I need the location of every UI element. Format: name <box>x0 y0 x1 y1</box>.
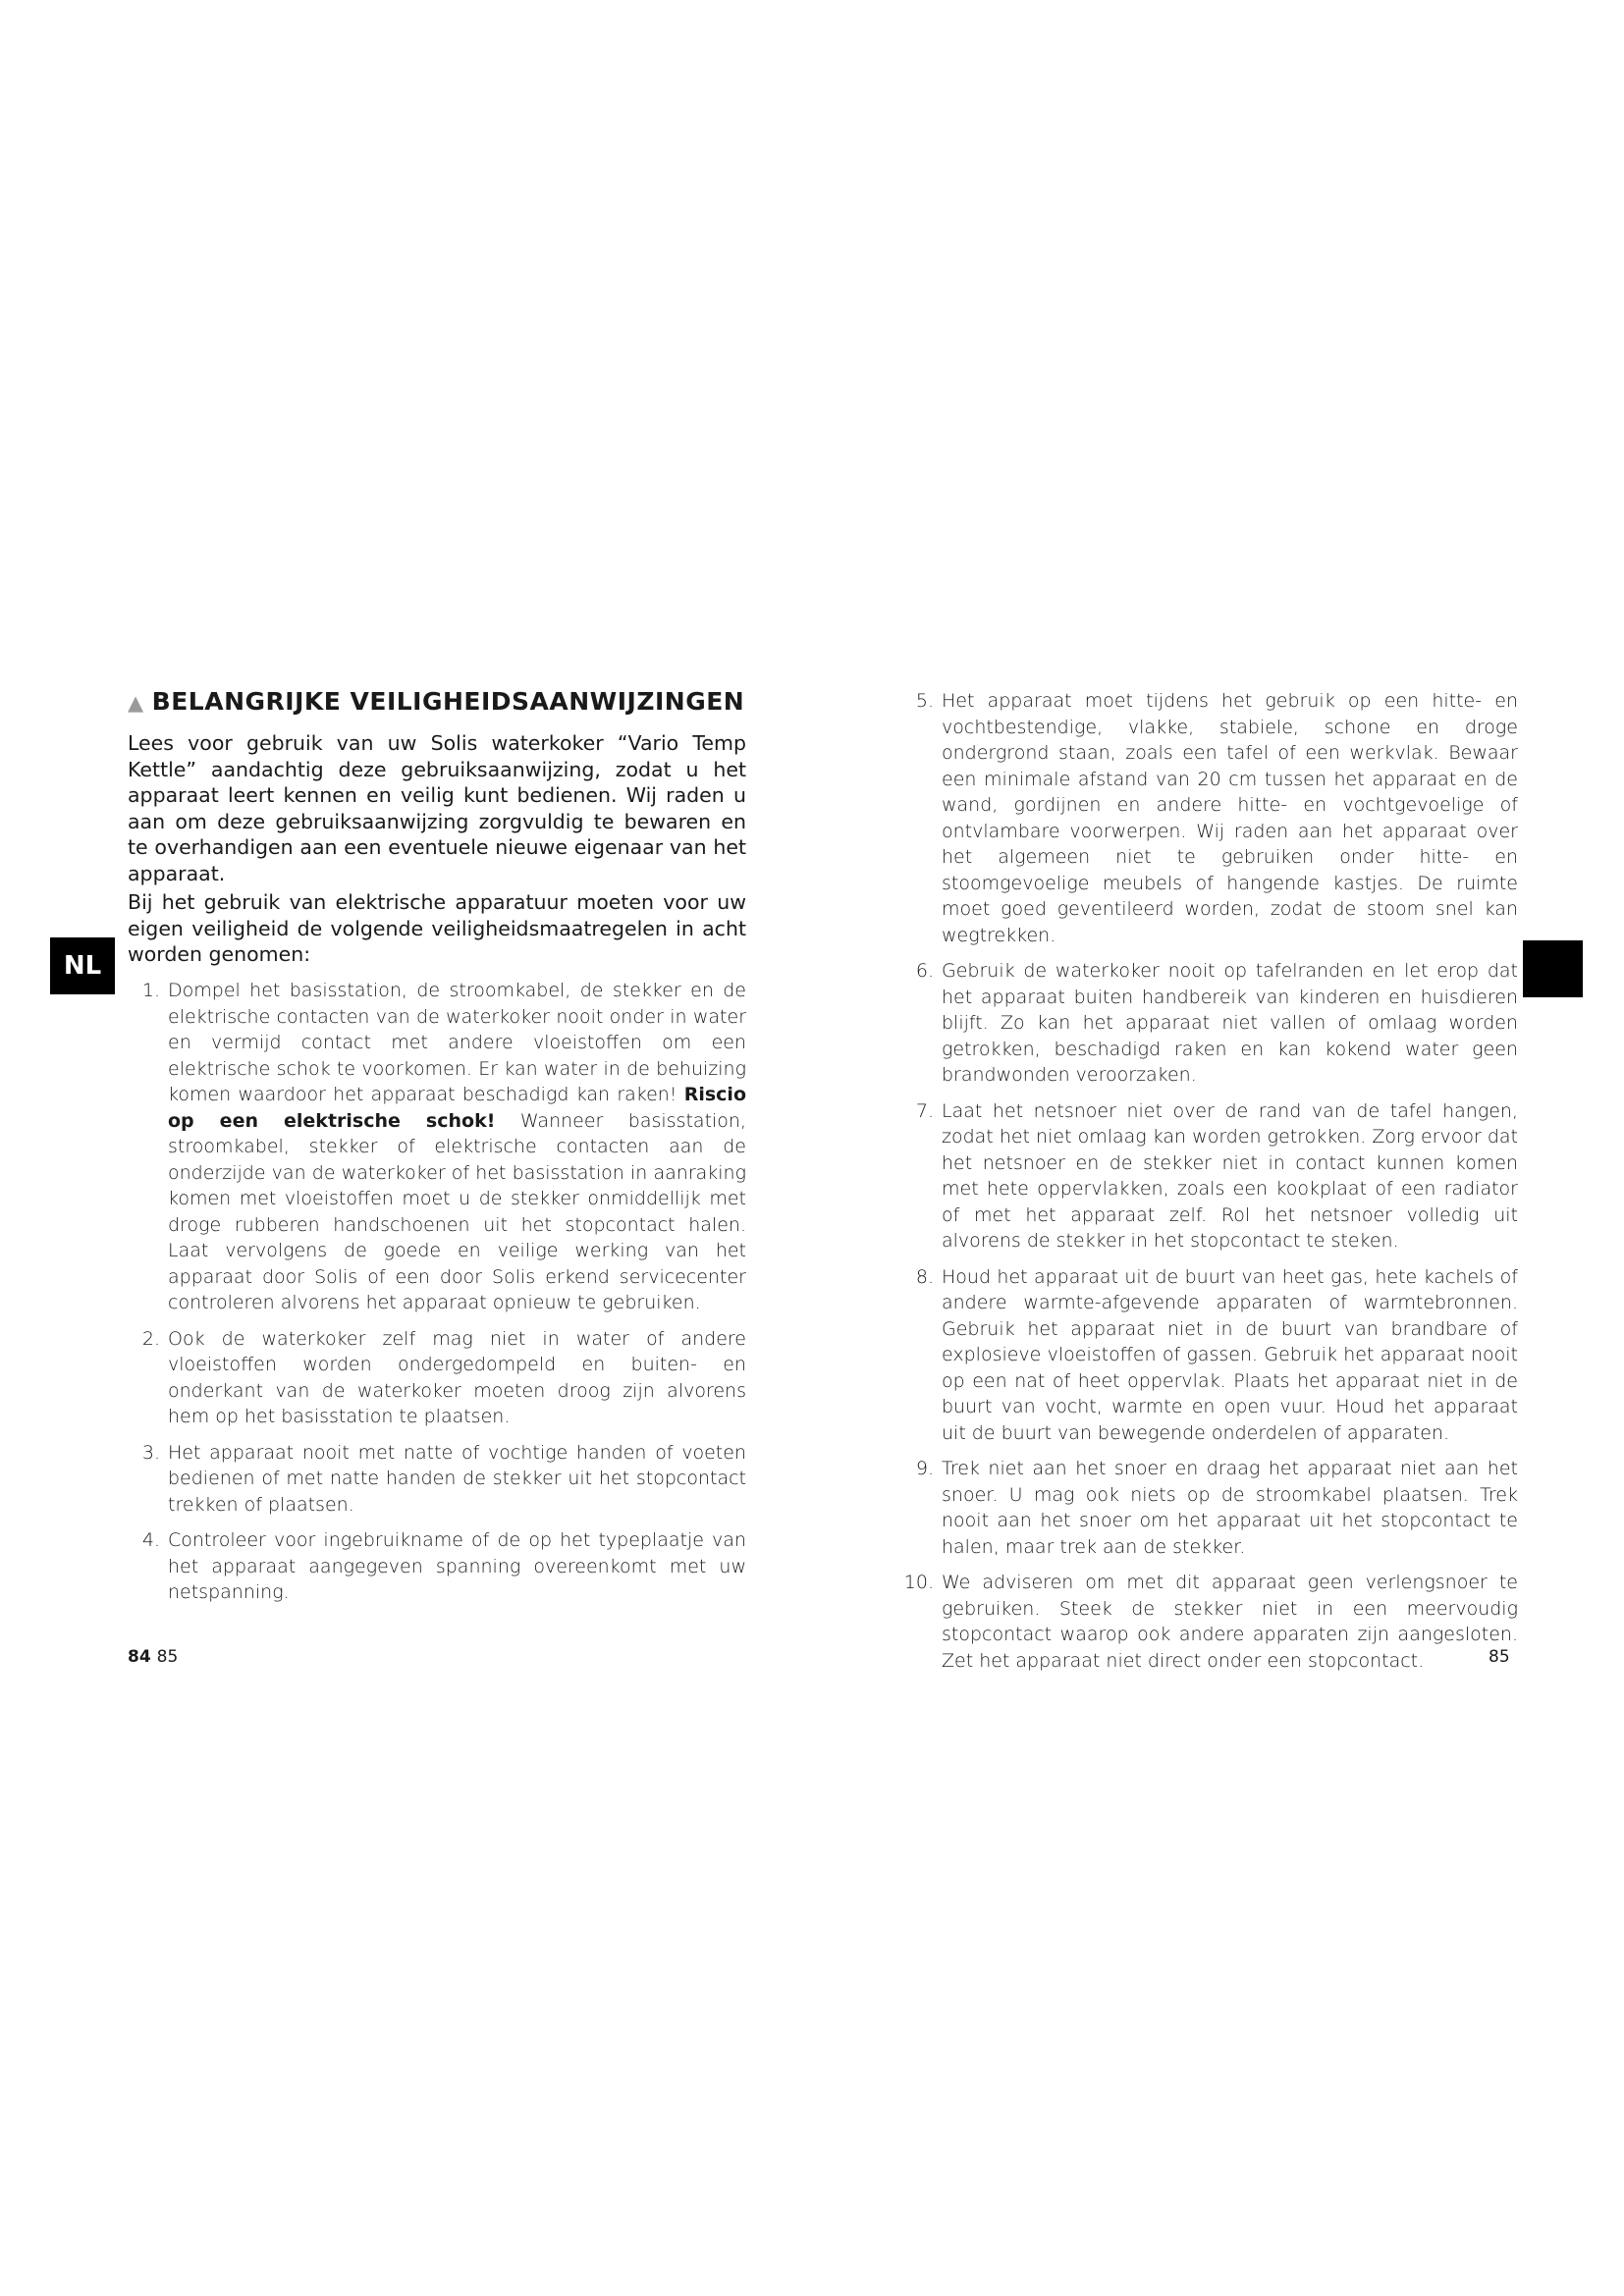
item-number: 2. <box>141 1327 160 1350</box>
item-number: 10. <box>903 1572 934 1593</box>
intro-paragraph: Lees voor gebruik van uw Solis waterkoker “Vario Temp Kettle” aandachtig deze gebruiksaanwijzing, zodat u het apparaat leert kennen en veilig kunt bedienen. Wij raden u aan om deze gebruiksaanwijzing zorgvuldig te bewaren en te overhandigen aan een eventuele nieuwe eigenaar van het apparaat. <box>128 731 746 885</box>
warning-triangle-icon: ▲ <box>128 691 144 715</box>
list-item <box>901 958 1518 1089</box>
item-text: Dompel het basisstation, de stroomkabel, de stekker en de elektrische contacten van de waterkoker nooit onder in water en vermijd contact met andere vloeistoffen om een elektrische schok te voorkomen. Er kan water in de behuizing komen waardoor het apparaat beschadigd kan raken! <box>168 980 746 1105</box>
item-number: 4. <box>141 1529 160 1551</box>
list-item <box>128 978 746 1316</box>
item-text: Het apparaat nooit met natte of vochtige handen of voeten bedienen of met natte handen de stekker uit het stopcontact trekken of plaatsen. <box>168 1441 746 1516</box>
item-number: 7. <box>915 1099 934 1122</box>
intro-precautions: Bij het gebruik van elektrische apparatuur moeten voor uw eigen veiligheid de volgende veiligheidsmaatregelen in acht worden genomen: <box>128 890 746 966</box>
shock-warning: Riscio op een elektrische schok! <box>168 1084 746 1132</box>
language-tab-nl: NL <box>50 937 115 994</box>
page-number-left <box>128 1647 178 1667</box>
thumb-tab <box>1523 940 1583 997</box>
item-number: 3. <box>141 1441 160 1464</box>
item-text: We adviseren om met dit apparaat geen verlengsnoer te gebruiken. Steek de stekker niet in een meervoudig stopcontact waarop ook andere apparaten zijn aangesloten. Zet het apparaat niet direct onder een stopcontact. <box>942 1572 1518 1672</box>
list-item <box>901 688 1518 948</box>
item-number: 5. <box>915 690 934 712</box>
item-text: Wanneer basisstation, stroomkabel, stekker of elektrische contacten aan de onderzijde van de waterkoker of het basisstation in aanraking komen met vloeistoffen moet u de stekker onmiddellijk met droge rubberen handschoenen uit het stopcontact halen. Laat vervolgens de goede en veilige werking van het apparaat door Solis of een door Solis erkend servicecenter controleren alvorens het apparaat opnieuw te gebruiken. <box>168 1109 747 1313</box>
item-text: Het apparaat moet tijdens het gebruik op een hitte- en vochtbestendige, vlakke, stabiele, schone en droge ondergrond staan, zoals een tafel of een werkvlak. Bewaar een minimale afstand van 20 cm tussen het apparaat en de wand, gordijnen en andere hitte- en vochtgevoelige of ontvlambare voorwerpen. Wij raden aan het apparaat over het algemeen niet te gebruiken onder hitte- en stoomgevoelige meubels of hangende kastjes. De ruimte moet goed geventileerd worden, zodat de stoom snel kan wegtrekken. <box>942 690 1518 946</box>
list-item <box>128 1440 746 1519</box>
item-text: Trek niet aan het snoer en draag het apparaat niet aan het snoer. U mag ook niets op de stroomkabel plaatsen. Trek nooit aan het snoer om het apparaat uit het stopcontact te halen, maar trek aan de stekker. <box>942 1458 1518 1558</box>
item-text: Controleer voor ingebruikname of de op het typeplaatje van het apparaat aangegeven spanning overeenkomt met uw netspanning. <box>168 1529 746 1603</box>
safety-list-left <box>128 978 746 1616</box>
safety-list-right <box>901 688 1518 1683</box>
list-item <box>901 1098 1518 1255</box>
item-text: Laat het netsnoer niet over de rand van de tafel hangen, zodat het niet omlaag kan worden getrokken. Zorg ervoor dat het netsnoer en de stekker niet in contact kunnen komen met hete oppervlakken, zoals een kookplaat of een radiator of met het apparaat zelf. Rol het netsnoer volledig uit alvorens de stekker in het stopcontact te steken. <box>942 1099 1518 1252</box>
item-text: Ook de waterkoker zelf mag niet in water of andere vloeistoffen worden ondergedompeld en buiten- en onderkant van de waterkoker moeten droog zijn alvorens hem op het basisstation te plaatsen. <box>168 1327 746 1427</box>
item-number: 6. <box>915 960 934 982</box>
page-number-right: 85 <box>1489 1647 1510 1667</box>
next-page-number: 85 <box>156 1647 179 1667</box>
current-page-number: 84 <box>128 1647 151 1667</box>
item-number: 1. <box>141 980 160 1001</box>
section-heading-text: BELANGRIJKE VEILIGHEIDSAANWIJZINGEN <box>151 687 745 716</box>
item-text: Houd het apparaat uit de buurt van heet gas, hete kachels of andere warmte-afgevende apparaten of warmtebronnen. Gebruik het apparaat niet in de buurt van brandbare of explosieve vloeistoffen of gassen. Gebruik het apparaat nooit op een nat of heet oppervlak. Plaats het apparaat niet in de buurt van vocht, warmte en open vuur. Houd het apparaat uit de buurt van bewegende onderdelen of apparaten. <box>942 1265 1518 1444</box>
list-item <box>901 1570 1518 1674</box>
list-item <box>901 1264 1518 1447</box>
list-item <box>128 1527 746 1606</box>
list-item <box>901 1456 1518 1560</box>
item-number: 8. <box>915 1265 934 1288</box>
item-text: Gebruik de waterkoker nooit op tafelranden en let erop dat het apparaat buiten handbereik van kinderen en huisdieren blijft. Zo kan het apparaat niet vallen of omlaag worden getrokken, beschadigd raken en kan kokend water geen brandwonden veroorzaken. <box>942 960 1518 1086</box>
list-item <box>128 1326 746 1430</box>
section-heading <box>128 687 746 716</box>
item-number: 9. <box>915 1458 934 1479</box>
